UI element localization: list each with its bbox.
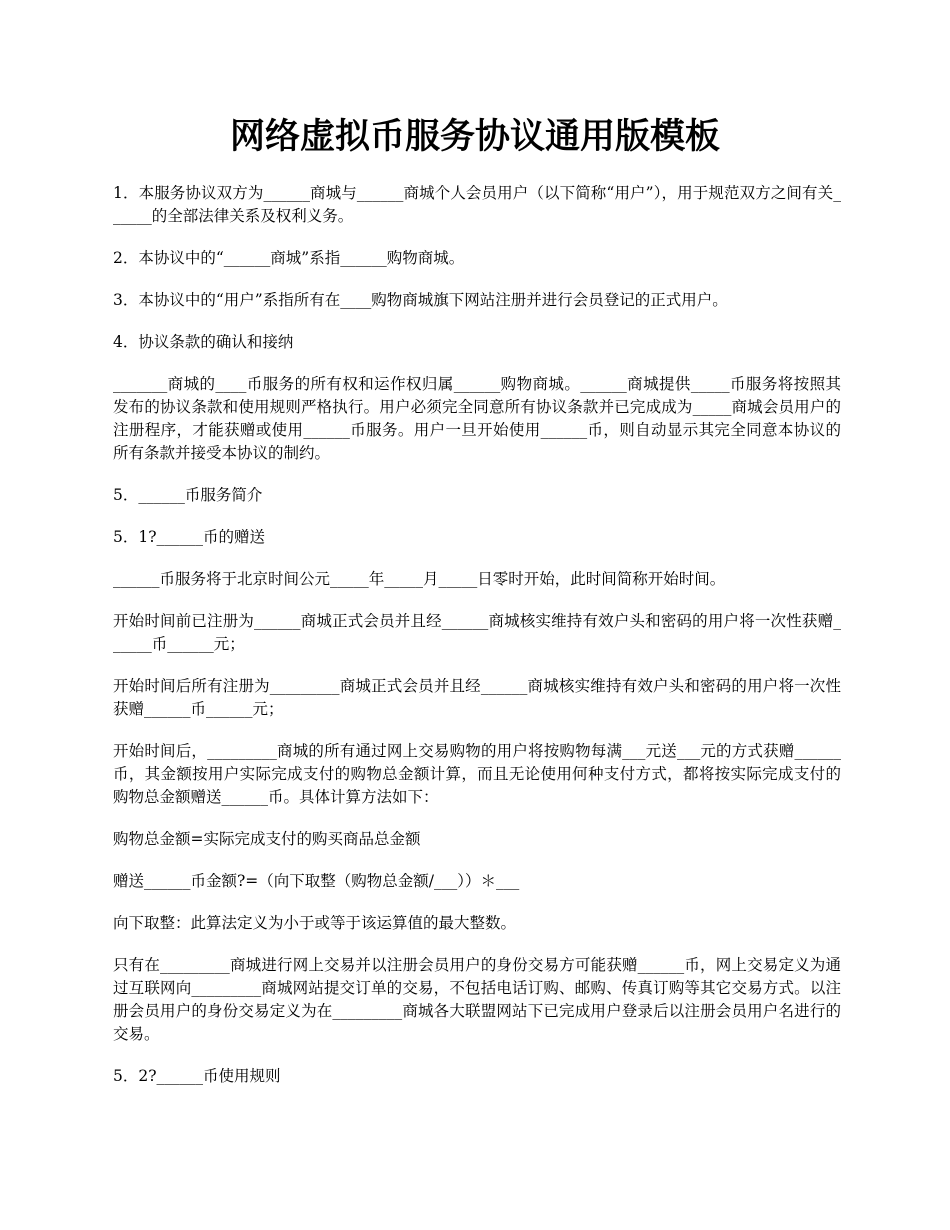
purchase-reward-paragraph: 开始时间后，_________商城的所有通过网上交易购物的用户将按购物每满___元送___元的方式获赠______币，其金额按用户实际完成支付的购物总金额计算，而且无论使用何种支付方式，都将按实际完成支付的购物总金额赠送______币。具体计算方法如下： [113, 742, 841, 806]
document-body [113, 182, 841, 1107]
total-amount-formula: 购物总金额=实际完成支付的购买商品总金额 [113, 830, 421, 848]
floor-definition: 向下取整：此算法定义为小于或等于该运算值的最大整数。 [113, 914, 517, 932]
post-start-members-paragraph: 开始时间后所有注册为_________商城正式会员并且经______商城核实维持有效户头和密码的用户将一次性获赠______币______元； [113, 677, 841, 718]
pre-start-members-paragraph: 开始时间前已注册为______商城正式会员并且经______商城核实维持有效户头和密码的用户将一次性获赠______币______元； [113, 612, 841, 653]
clause-3: 3．本协议中的“用户”系指所有在____购物商城旗下网站注册并进行会员登记的正式用户。 [113, 291, 728, 309]
clause-1: 1．本服务协议双方为______商城与______商城个人会员用户（以下简称“用户”），用于规范双方之间有关______的全部法律关系及权利义务。 [113, 184, 841, 225]
start-time-paragraph: ______币服务将于北京时间公元_____年_____月_____日零时开始，此时间简称开始时间。 [113, 570, 726, 588]
online-transaction-paragraph: 只有在_________商城进行网上交易并以注册会员用户的身份交易方可能获赠______币，网上交易定义为通过互联网向_________商城网站提交订单的交易，不包括电话订购、邮购、传真订购等其它交易方式。以注册会员用户的身份交易定义为在_________商城各大联盟网站下已完成用户登录后以注册会员用户名进行的交易。 [113, 956, 841, 1043]
document-title: 网络虚拟币服务协议通用版模板 [229, 116, 720, 157]
clause-5-heading: 5．______币服务简介 [113, 486, 263, 504]
clause-4-heading: 4．协议条款的确认和接纳 [113, 333, 294, 351]
clause-5-2-heading: 5．2?______币使用规则 [113, 1067, 281, 1085]
clause-5-1-heading: 5．1?______币的赠送 [113, 528, 266, 546]
clause-4-body: _______商城的____币服务的所有权和运作权归属______购物商城。______商城提供_____币服务将按照其发布的协议条款和使用规则严格执行。用户必须完全同意所有协议条款并已完成成为_____商城会员用户的注册程序，才能获赠或使用______币服务。用户一旦开始使用______币，则自动显示其完全同意本协议的所有条款并接受本协议的制约。 [113, 375, 841, 462]
reward-amount-formula: 赠送______币金额?=（向下取整（购物总金额/___））＊___ [113, 872, 520, 890]
clause-2: 2．本协议中的“______商城”系指______购物商城。 [113, 249, 465, 267]
